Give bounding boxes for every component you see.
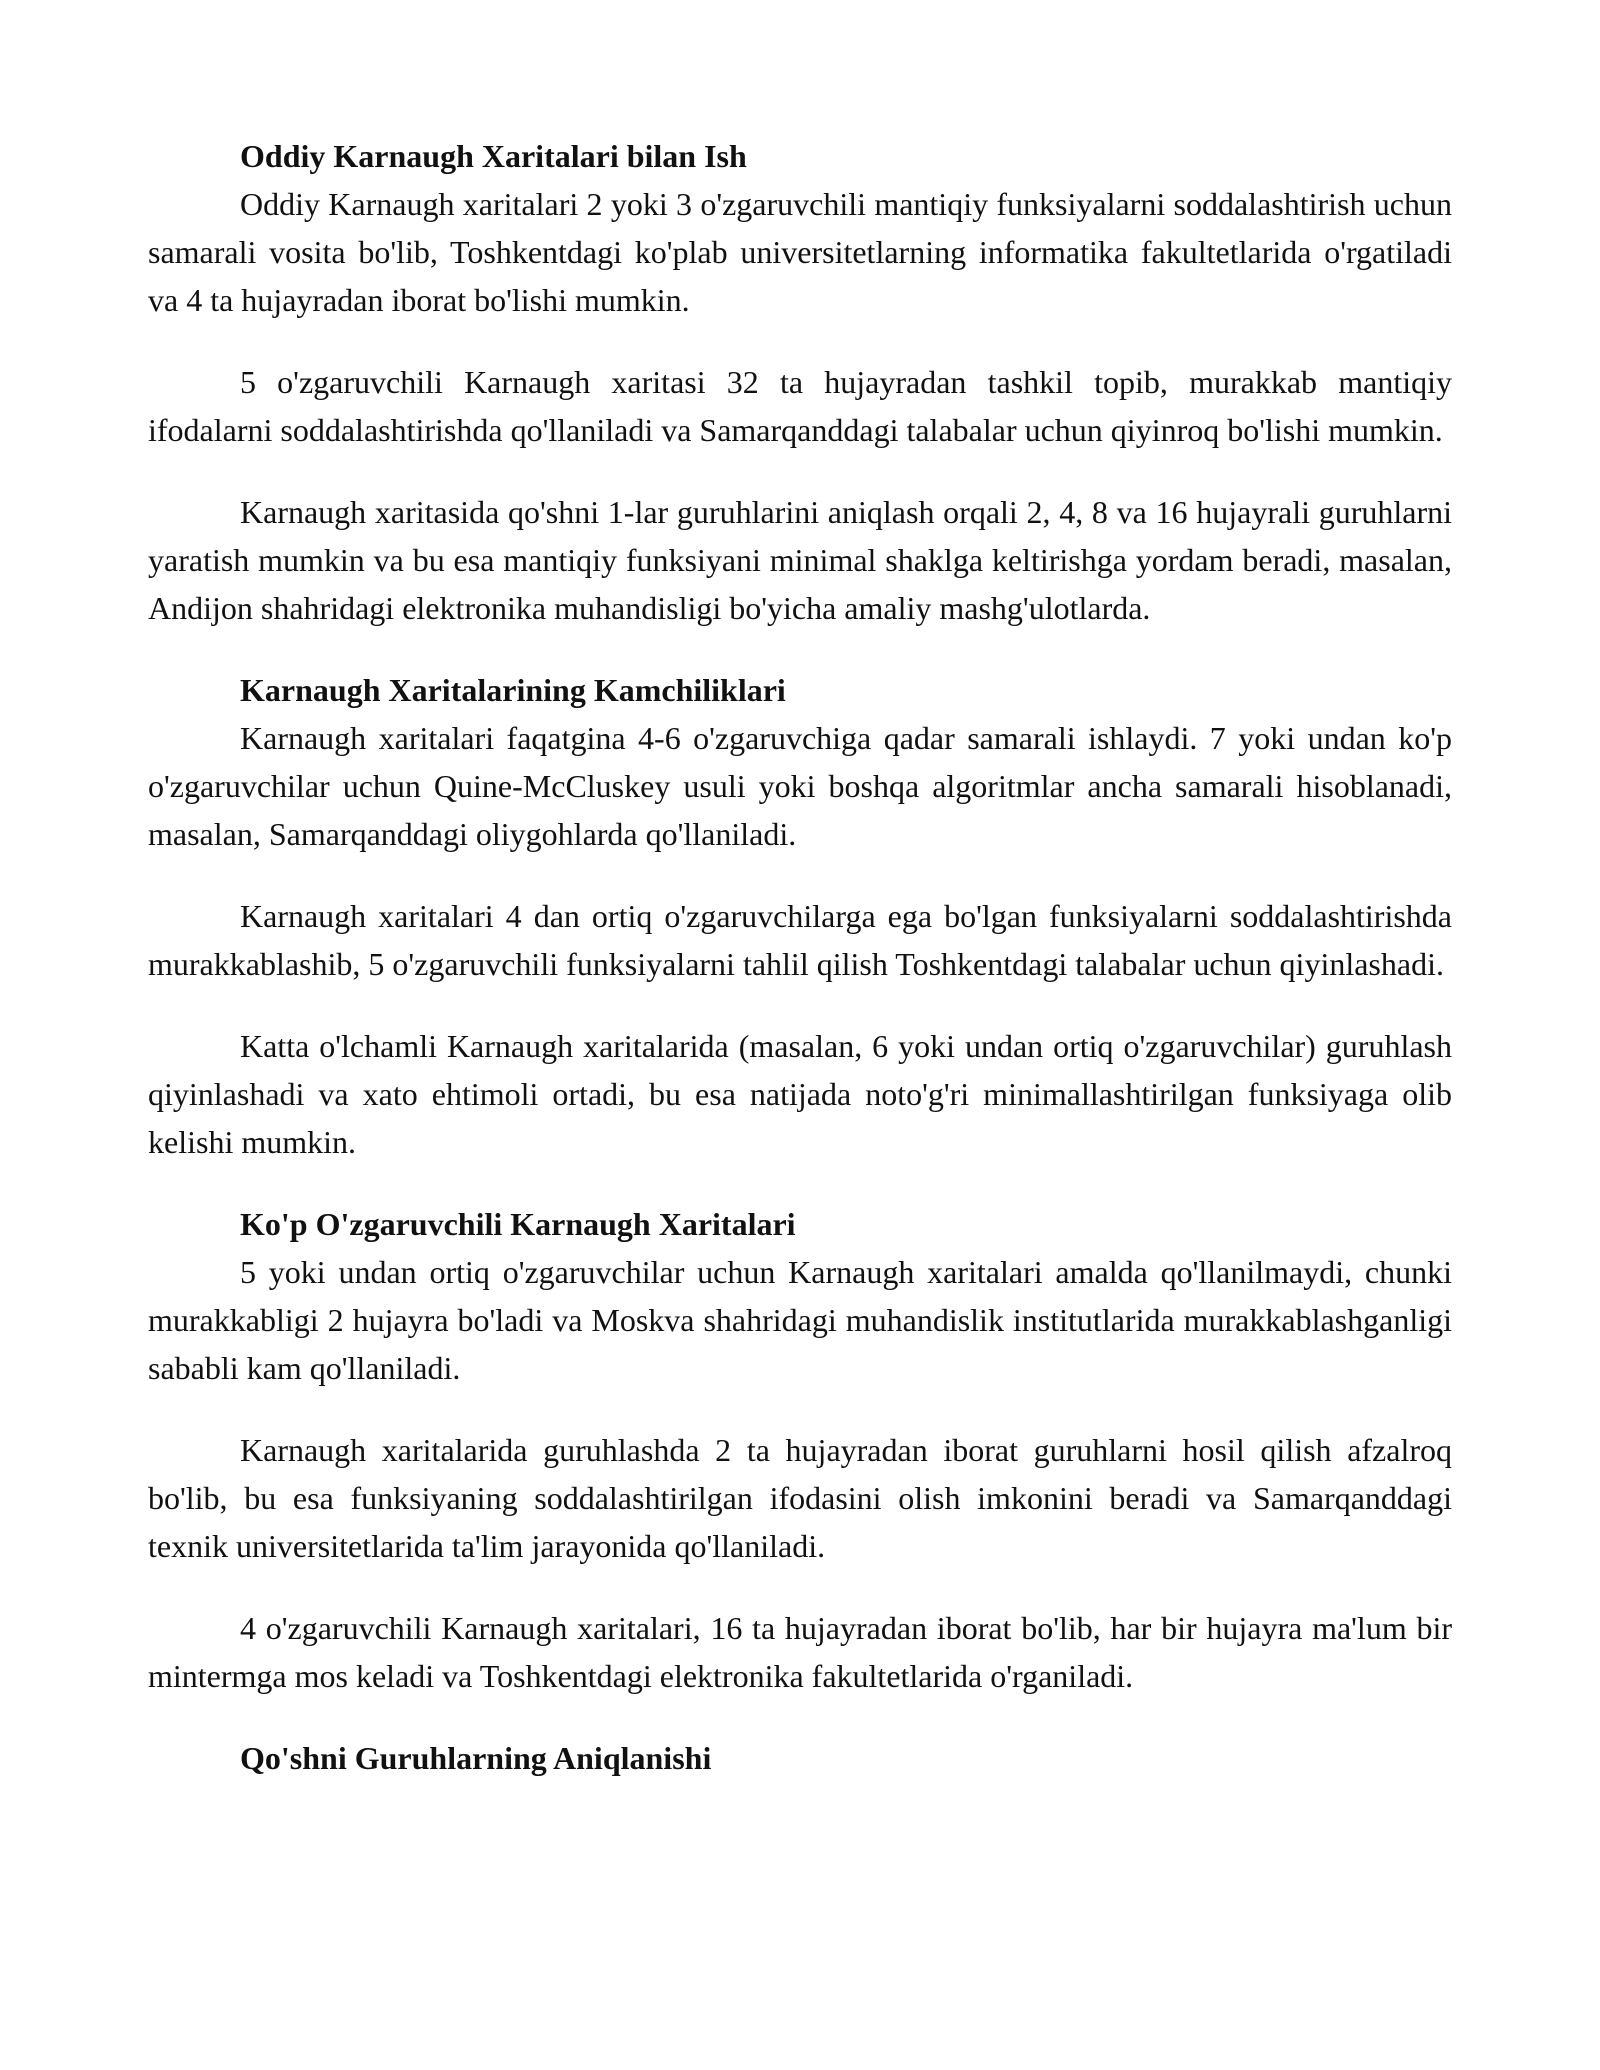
section-heading: Qo'shni Guruhlarning Aniqlanishi [240, 1740, 712, 1776]
paragraph: Katta o'lchamli Karnaugh xaritalarida (masalan, 6 yoki undan ortiq o'zgaruvchilar) guruhlash qiyinlashadi va xato ehtimoli ortadi, bu esa natijada noto'g'ri minimallashtirilgan funksiyaga olib kelishi mumkin. [148, 1028, 1452, 1160]
paragraph: 4 o'zgaruvchili Karnaugh xaritalari, 16 ta hujayradan iborat bo'lib, har bir hujayra ma'lum bir mintermga mos keladi va Toshkentdagi elektronika fakultetlarida o'rganiladi. [148, 1610, 1452, 1694]
document-page [148, 132, 1452, 1782]
section-heading: Karnaugh Xaritalarining Kamchiliklari [240, 672, 786, 708]
paragraph: Karnaugh xaritalari faqatgina 4-6 o'zgaruvchiga qadar samarali ishlaydi. 7 yoki undan ko'p o'zgaruvchilar uchun Quine-McCluskey usuli yoki boshqa algoritmlar ancha samarali hisoblanadi, masalan, Samarqanddagi oliygohlarda qo'llaniladi. [148, 720, 1452, 852]
section-heading: Oddiy Karnaugh Xaritalari bilan Ish [240, 138, 747, 174]
paragraph: 5 yoki undan ortiq o'zgaruvchilar uchun Karnaugh xaritalari amalda qo'llanilmaydi, chunki murakkabligi 2 hujayra bo'ladi va Moskva shahridagi muhandislik institutlarida murakkablashganligi sababli kam qo'llaniladi. [148, 1254, 1452, 1386]
paragraph: Karnaugh xaritalarida guruhlashda 2 ta hujayradan iborat guruhlarni hosil qilish afzalroq bo'lib, bu esa funksiyaning soddalashtirilgan ifodasini olish imkonini beradi va Samarqanddagi texnik universitetlarida ta'lim jarayonida qo'llaniladi. [148, 1432, 1452, 1564]
paragraph: 5 o'zgaruvchili Karnaugh xaritasi 32 ta hujayradan tashkil topib, murakkab mantiqiy ifodalarni soddalashtirishda qo'llaniladi va Samarqanddagi talabalar uchun qiyinroq bo'lishi mumkin. [148, 364, 1452, 448]
paragraph: Karnaugh xaritasida qo'shni 1-lar guruhlarini aniqlash orqali 2, 4, 8 va 16 hujayrali guruhlarni yaratish mumkin va bu esa mantiqiy funksiyani minimal shaklga keltirishga yordam beradi, masalan, Andijon shahridagi elektronika muhandisligi bo'yicha amaliy mashg'ulotlarda. [148, 494, 1452, 626]
section-heading: Ko'p O'zgaruvchili Karnaugh Xaritalari [240, 1206, 796, 1242]
paragraph: Oddiy Karnaugh xaritalari 2 yoki 3 o'zgaruvchili mantiqiy funksiyalarni soddalashtirish uchun samarali vosita bo'lib, Toshkentdagi ko'plab universitetlarning informatika fakultetlarida o'rgatiladi va 4 ta hujayradan iborat bo'lishi mumkin. [148, 186, 1452, 318]
paragraph: Karnaugh xaritalari 4 dan ortiq o'zgaruvchilarga ega bo'lgan funksiyalarni soddalashtirishda murakkablashib, 5 o'zgaruvchili funksiyalarni tahlil qilish Toshkentdagi talabalar uchun qiyinlashadi. [148, 898, 1452, 982]
